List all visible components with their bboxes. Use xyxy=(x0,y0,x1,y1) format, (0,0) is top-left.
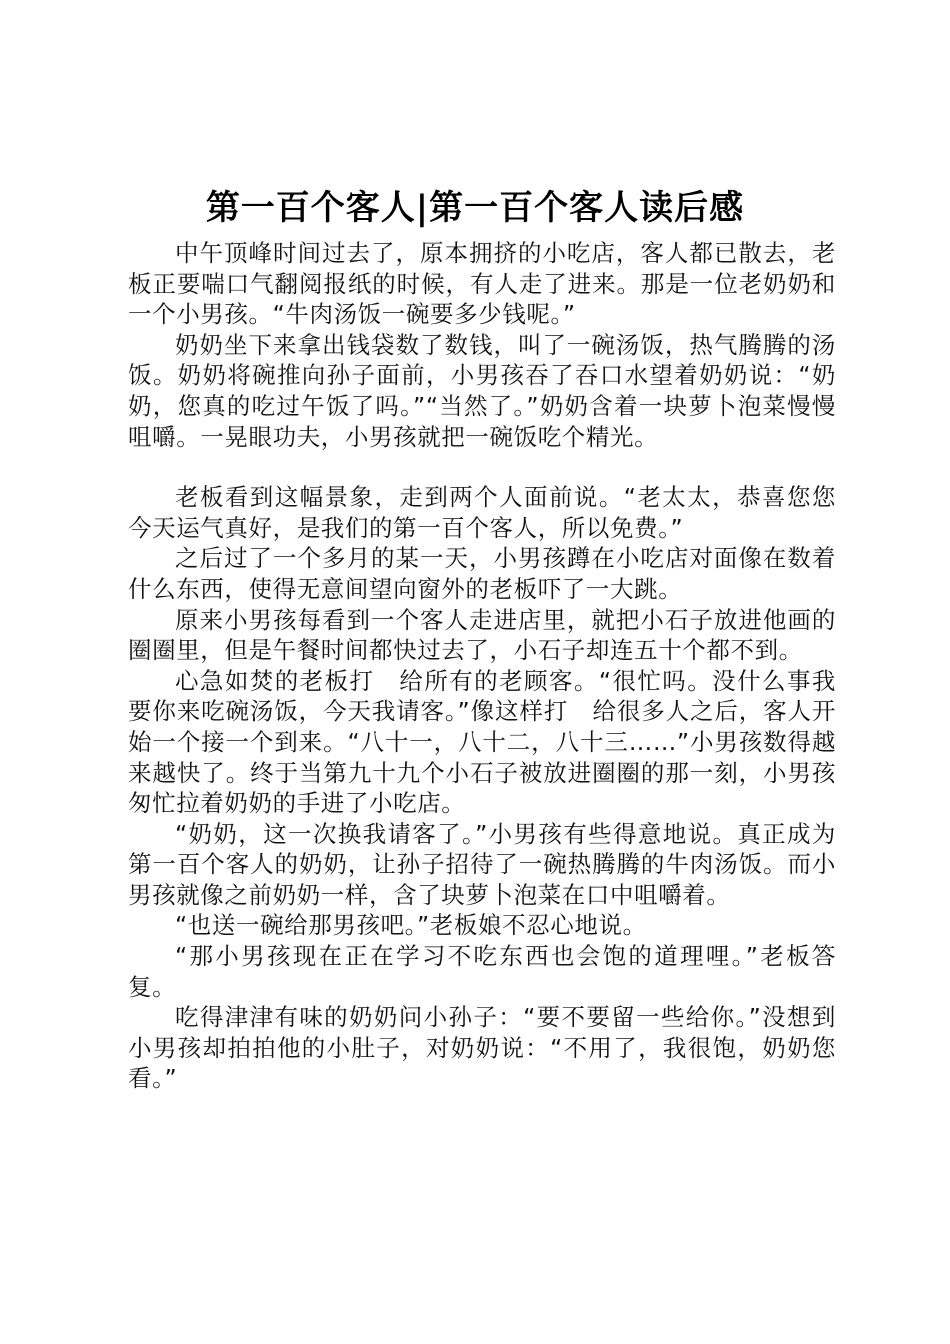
paragraph: 原来小男孩每看到一个客人走进店里，就把小石子放进他画的圈圈里，但是午餐时间都快过去了，小石子却连五十个都不到。 xyxy=(128,605,836,665)
paragraph: “也送一碗给那男孩吧。”老板娘不忍心地说。 xyxy=(175,911,647,940)
document-title: 第一百个客人|第一百个客人读后感 xyxy=(205,188,745,228)
paragraph: 之后过了一个多月的某一天，小男孩蹲在小吃店对面像在数着什么东西，使得无意间望向窗外的老板吓了一大跳。 xyxy=(128,544,836,603)
paragraph: 心急如焚的老板打 给所有的老顾客。“很忙吗。没什么事我要你来吃碗汤饭，今天我请客。”像这样打 给很多人之后，客人开始一个接一个到来。“八十一，八十二，八十三……”小男孩数得越来越快了。终于当第九十九个小石子被放进圈圈的那一刻，小男孩匆忙拉着奶奶的手进了小吃店。 xyxy=(128,666,836,818)
paragraph: 老板看到这幅景象，走到两个人面前说。“老太太，恭喜您您今天运气真好，是我们的第一百个客人，所以免费。” xyxy=(128,483,836,542)
paragraph: “奶奶，这一次换我请客了。”小男孩有些得意地说。真正成为第一百个客人的奶奶，让孙子招待了一碗热腾腾的牛肉汤饭。而小男孩就像之前奶奶一样，含了块萝卜泡菜在口中咀嚼着。 xyxy=(128,819,836,909)
paragraph: 奶奶坐下来拿出钱袋数了数钱，叫了一碗汤饭，热气腾腾的汤饭。奶奶将碗推向孙子面前，小男孩吞了吞口水望着奶奶说：“奶奶，您真的吃过午饭了吗。”“当然了。”奶奶含着一块萝卜泡菜慢慢咀嚼。一晃眼功夫，小男孩就把一碗饭吃个精光。 xyxy=(128,330,836,451)
document-body xyxy=(128,238,836,1094)
paragraph: 中午顶峰时间过去了，原本拥挤的小吃店，客人都已散去，老板正要喘口气翻阅报纸的时候，有人走了进来。那是一位老奶奶和一个小男孩。“牛肉汤饭一碗要多少钱呢。” xyxy=(128,239,836,329)
paragraph: “那小男孩现在正在学习不吃东西也会饱的道理哩。”老板答复。 xyxy=(128,942,836,1001)
paragraph: 吃得津津有味的奶奶问小孙子：“要不要留一些给你。”没想到小男孩却拍拍他的小肚子，对奶奶说：“不用了，我很饱，奶奶您看。” xyxy=(128,1003,836,1093)
